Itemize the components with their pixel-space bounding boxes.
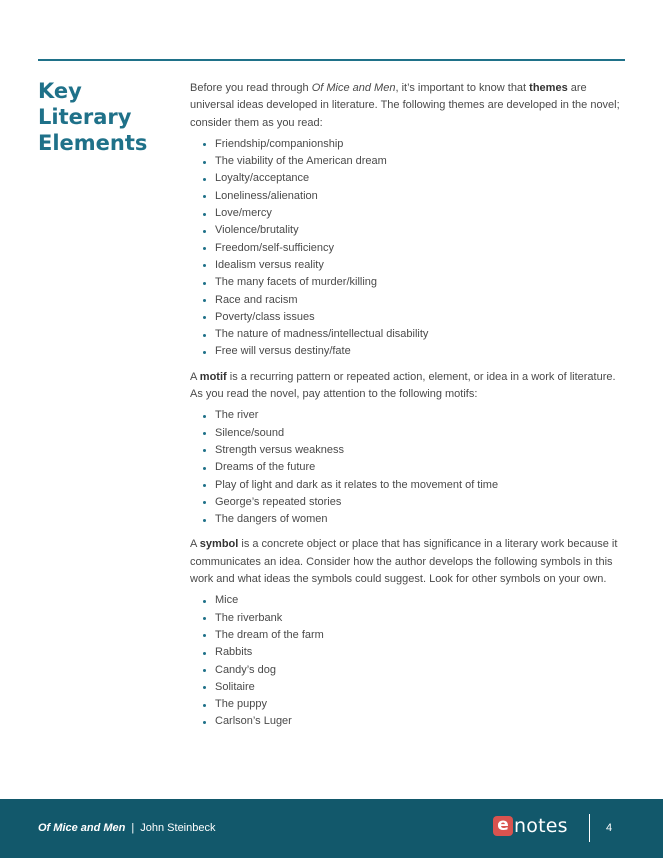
motifs-intro: A motif is a recurring pattern or repeated action, element, or idea in a work of literature. As you read the novel, pay attention to the following motifs:: [190, 370, 616, 401]
list-item: Idealism versus reality: [215, 257, 626, 274]
footer-book-credit: [38, 822, 215, 834]
list-item: Race and racism: [215, 292, 626, 309]
list-item: Play of light and dark as it relates to the movement of time: [215, 477, 626, 494]
themes-list: [190, 136, 626, 361]
list-item: The dream of the farm: [215, 627, 626, 644]
list-item: The nature of madness/intellectual disability: [215, 326, 626, 343]
list-item: Solitaire: [215, 679, 626, 696]
list-item: Carlson’s Luger: [215, 713, 626, 730]
footer-separator: |: [131, 822, 135, 834]
list-item: Loneliness/alienation: [215, 188, 626, 205]
symbol-keyword: symbol: [199, 538, 239, 551]
footer-book-title: Of Mice and Men: [38, 822, 126, 834]
symbols-intro: A symbol is a concrete object or place that has significance in a literary work because it communicates an idea. Consider how the author develops the following symbols in this work and what ideas the symbols could suggest. Look for other symbols on your own.: [190, 538, 618, 586]
main-content: [190, 80, 626, 739]
top-divider-rule: [38, 59, 625, 61]
list-item: The viability of the American dream: [215, 153, 626, 170]
list-item: Candy’s dog: [215, 662, 626, 679]
list-item: Friendship/companionship: [215, 136, 626, 153]
list-item: Mice: [215, 592, 626, 609]
list-item: Poverty/class issues: [215, 309, 626, 326]
footer-author: John Steinbeck: [140, 822, 216, 834]
list-item: The river: [215, 407, 626, 424]
motif-keyword: motif: [199, 370, 227, 383]
themes-intro: Before you read through Of Mice and Men, it’s important to know that themes are universal ideas developed in literature. The following themes are developed in the novel; consider them as you read:: [190, 82, 620, 129]
list-item: Loyalty/acceptance: [215, 170, 626, 187]
enotes-logo-text: notes: [514, 815, 568, 837]
page-footer: [0, 799, 663, 858]
list-item: The dangers of women: [215, 511, 626, 528]
list-item: The puppy: [215, 696, 626, 713]
book-title-italic: Of Mice and Men: [311, 82, 396, 94]
page-title: Key Literary Elements: [38, 79, 148, 155]
list-item: Silence/sound: [215, 425, 626, 442]
footer-vertical-divider: [589, 814, 590, 842]
enotes-logo-e-icon: e: [493, 816, 513, 836]
page-number: 4: [606, 822, 613, 834]
symbols-list: [190, 592, 626, 730]
themes-keyword: themes: [529, 82, 568, 94]
list-item: George’s repeated stories: [215, 494, 626, 511]
list-item: Dreams of the future: [215, 459, 626, 476]
list-item: Love/mercy: [215, 205, 626, 222]
list-item: Violence/brutality: [215, 222, 626, 239]
motifs-list: [190, 407, 626, 528]
enotes-logo: [493, 814, 568, 838]
list-item: The many facets of murder/killing: [215, 274, 626, 291]
list-item: Freedom/self-sufficiency: [215, 240, 626, 257]
list-item: Strength versus weakness: [215, 442, 626, 459]
list-item: The riverbank: [215, 610, 626, 627]
list-item: Free will versus destiny/fate: [215, 343, 626, 360]
list-item: Rabbits: [215, 644, 626, 661]
